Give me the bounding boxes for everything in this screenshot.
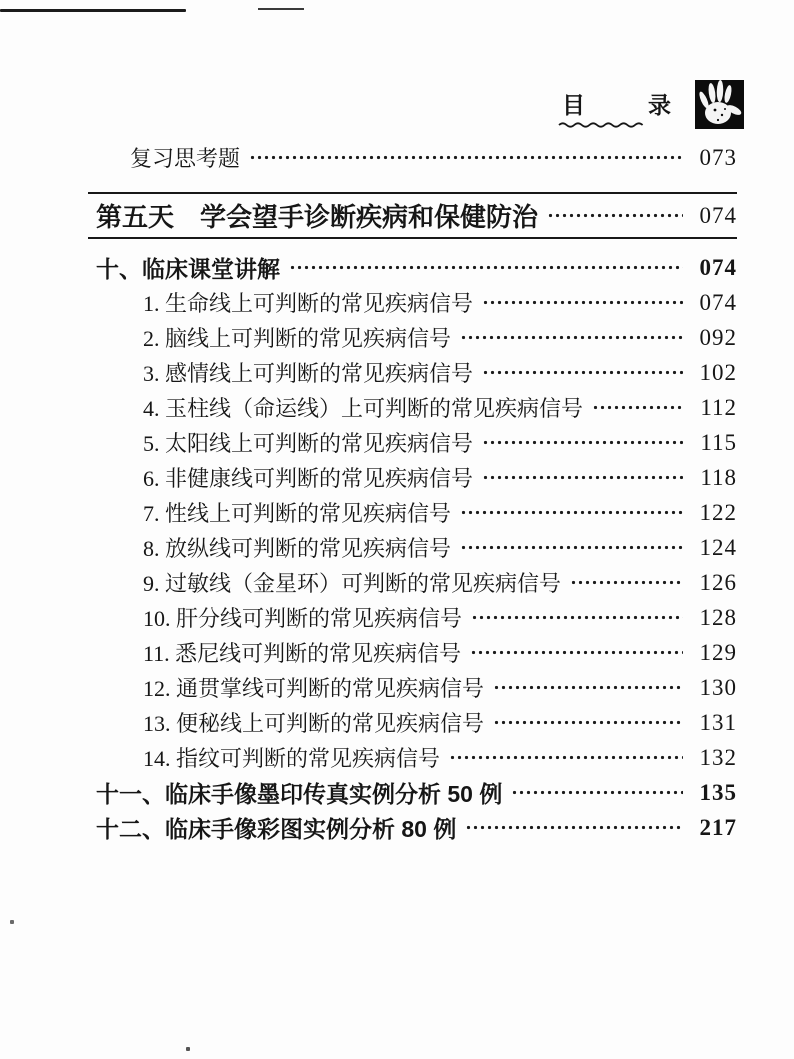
toc-entry-label: 4. 玉柱线（命运线）上可判断的常见疾病信号 <box>143 396 584 421</box>
scan-artifact-speck <box>186 1047 190 1051</box>
dotted-leader <box>493 670 683 705</box>
page-number: 115 <box>700 429 737 455</box>
toc-row <box>88 425 737 460</box>
toc-row <box>88 390 737 425</box>
page-number: 129 <box>699 639 737 665</box>
toc-entry-label: 7. 性线上可判断的常见疾病信号 <box>143 501 452 526</box>
dotted-leader <box>449 740 683 775</box>
dotted-leader <box>547 194 683 237</box>
toc-entry-label: 十、临床课堂讲解 <box>96 256 280 282</box>
page-number: 128 <box>699 604 737 630</box>
dotted-leader <box>493 705 683 740</box>
toc-entry-label: 12. 通贯掌线可判断的常见疾病信号 <box>143 676 485 701</box>
dotted-leader <box>471 600 683 635</box>
toc-entry-label: 13. 便秘线上可判断的常见疾病信号 <box>143 711 485 736</box>
scan-artifact-speck <box>10 920 14 924</box>
page-number: 130 <box>699 674 737 700</box>
toc-entry-label: 3. 感情线上可判断的常见疾病信号 <box>143 361 474 386</box>
page-number: 074 <box>699 254 737 280</box>
page-number: 124 <box>699 534 737 560</box>
toc-entry-label: 2. 脑线上可判断的常见疾病信号 <box>143 326 452 351</box>
page-number: 074 <box>699 202 737 228</box>
dotted-leader <box>482 285 683 320</box>
dotted-leader <box>482 425 683 460</box>
toc-entry-label: 6. 非健康线可判断的常见疾病信号 <box>143 466 474 491</box>
toc-entry-label: 11. 悉尼线可判断的常见疾病信号 <box>143 641 462 666</box>
toc-row <box>88 355 737 390</box>
toc-row <box>88 460 737 495</box>
page-number: 118 <box>700 464 737 490</box>
wavy-underline <box>558 121 650 129</box>
toc-entry-label: 8. 放纵线可判断的常见疾病信号 <box>143 536 452 561</box>
handprint-icon <box>695 80 744 129</box>
toc-row <box>88 530 737 565</box>
toc-row <box>88 600 737 635</box>
page-number: 126 <box>699 569 737 595</box>
contents-title: 目 录 <box>562 92 691 118</box>
page-number: 132 <box>699 744 737 770</box>
scan-artifact-line <box>0 9 186 12</box>
toc-row <box>88 285 737 320</box>
toc-row <box>88 775 737 810</box>
page-number: 131 <box>699 709 737 735</box>
toc-entry-label: 9. 过敏线（金星环）可判断的常见疾病信号 <box>143 571 562 596</box>
toc-row <box>88 320 737 355</box>
dotted-leader <box>470 635 683 670</box>
page-number: 102 <box>699 359 737 385</box>
toc-entry-label: 十二、临床手像彩图实例分析 80 例 <box>96 816 457 842</box>
toc-row <box>88 705 737 740</box>
dotted-leader <box>511 775 683 810</box>
page-number: 092 <box>699 324 737 350</box>
page-number: 112 <box>700 394 737 420</box>
dotted-leader <box>460 320 683 355</box>
dotted-leader <box>289 250 683 285</box>
scan-artifact-dash <box>258 8 304 10</box>
table-of-contents <box>88 140 737 845</box>
dotted-leader <box>570 565 683 600</box>
toc-row <box>88 670 737 705</box>
toc-entry-label: 第五天 学会望手诊断疾病和保健防治 <box>96 202 539 232</box>
dotted-leader <box>482 355 683 390</box>
page-number: 135 <box>699 779 737 805</box>
page-number: 074 <box>699 289 737 315</box>
toc-row <box>88 810 737 845</box>
toc-entry-label: 复习思考题 <box>130 146 241 171</box>
dotted-leader <box>482 460 683 495</box>
page-number: 122 <box>699 499 737 525</box>
toc-row <box>88 635 737 670</box>
dotted-leader <box>460 495 683 530</box>
toc-entry-label: 十一、临床手像墨印传真实例分析 50 例 <box>96 781 503 807</box>
toc-entry-label: 1. 生命线上可判断的常见疾病信号 <box>143 291 474 316</box>
toc-row <box>88 495 737 530</box>
page-number: 217 <box>699 814 737 840</box>
dotted-leader <box>592 390 683 425</box>
toc-row <box>88 250 737 285</box>
page-number: 073 <box>699 144 737 170</box>
toc-row <box>88 192 737 239</box>
toc-entry-label: 14. 指纹可判断的常见疾病信号 <box>143 746 441 771</box>
contents-running-head <box>562 80 744 129</box>
dotted-leader <box>465 810 683 845</box>
toc-row <box>88 740 737 775</box>
toc-entry-label: 5. 太阳线上可判断的常见疾病信号 <box>143 431 474 456</box>
dotted-leader <box>460 530 683 565</box>
toc-entry-label: 10. 肝分线可判断的常见疾病信号 <box>143 606 463 631</box>
toc-row <box>88 565 737 600</box>
dotted-leader <box>249 140 683 175</box>
toc-row <box>88 140 737 175</box>
